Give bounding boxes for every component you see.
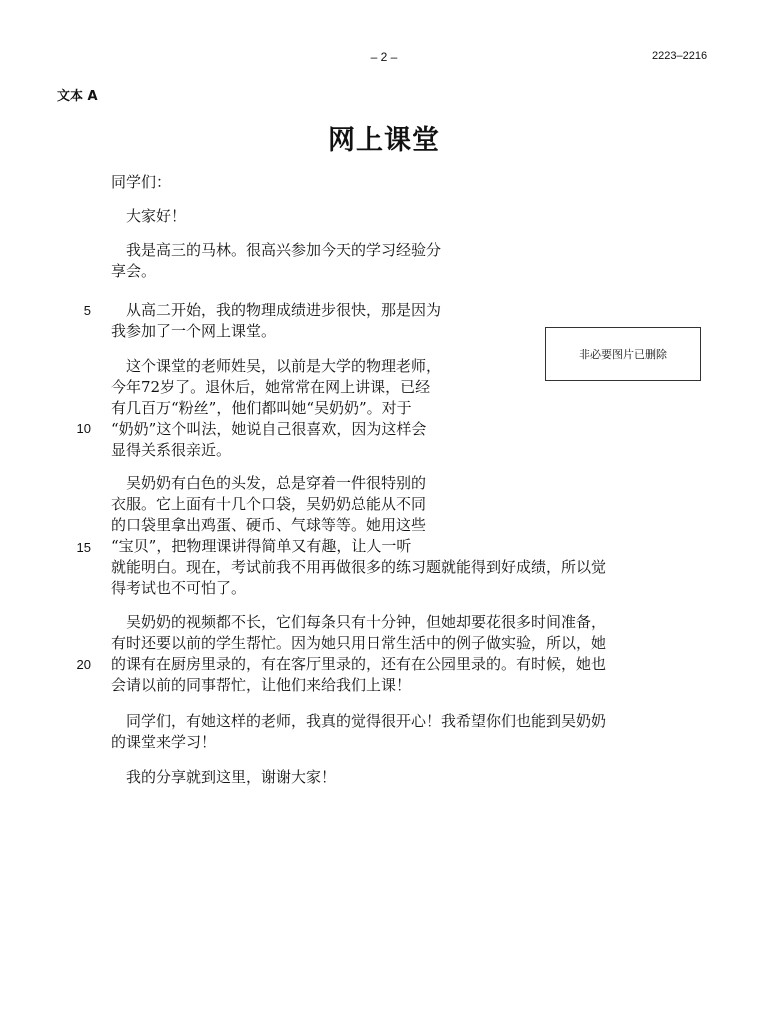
text-line: 我参加了一个网上课堂。: [111, 322, 277, 340]
text-line: 我是高三的马林。很高兴参加今天的学习经验分: [111, 241, 442, 259]
text-line: 有时还要以前的学生帮忙。因为她只用日常生活中的例子做实验，所以，她: [111, 634, 607, 652]
text-line: 衣服。它上面有十几个口袋，吴奶奶总能从不同: [111, 495, 427, 513]
text-line: 同学们：: [111, 173, 172, 191]
text-line: 这个课堂的老师姓吴，以前是大学的物理老师，: [111, 357, 442, 375]
line-number-20: 20: [76, 657, 91, 672]
page-title: 网上课堂: [328, 125, 440, 156]
text-label: 文本 A: [57, 89, 98, 104]
document-code: 2223–2216: [652, 50, 708, 62]
text-line: 就能明白。现在，考试前我不用再做很多的练习题就能得到好成绩，所以觉: [111, 558, 607, 576]
text-line: 的课堂来学习！: [111, 733, 217, 751]
text-line: “宝贝”，把物理课讲得简单又有趣，让人一听: [111, 537, 412, 555]
text-line: 今年72岁了。退休后，她常常在网上讲课，已经: [111, 378, 431, 396]
text-line: 得考试也不可怕了。: [111, 579, 247, 597]
text-line: 显得关系很亲近。: [111, 441, 232, 459]
text-line: 吴奶奶的视频都不长，它们每条只有十分钟，但她却要花很多时间准备，: [111, 613, 607, 631]
line-number-15: 15: [76, 540, 91, 555]
text-line: 享会。: [111, 262, 157, 280]
image-placeholder-text: 非必要图片已删除: [579, 348, 667, 361]
paragraph-closing: [111, 767, 336, 788]
text-line: 大家好！: [111, 207, 187, 225]
paragraph-intro: [111, 240, 441, 282]
text-line: 从高二开始，我的物理成绩进步很快，那是因为: [111, 301, 442, 319]
text-line: 的口袋里拿出鸡蛋、硬币、气球等等。她用这些: [111, 516, 427, 534]
text-line: 同学们，有她这样的老师，我真的觉得很开心！我希望你们也能到吴奶奶: [111, 712, 607, 730]
text-line: 我的分享就到这里，谢谢大家！: [111, 768, 337, 786]
text-line: 吴奶奶有白色的头发，总是穿着一件很特别的: [111, 474, 427, 492]
line-number-5: 5: [83, 303, 91, 318]
paragraph-greeting: [111, 172, 171, 193]
image-removed-placeholder: [545, 327, 701, 381]
paragraph-teacher: [111, 356, 441, 461]
text-line: 有几百万“粉丝”，他们都叫她“吴奶奶”。对于: [111, 399, 412, 417]
text-line: 的课有在厨房里录的，有在客厅里录的，还有在公园里录的。有时候，她也: [111, 655, 607, 673]
text-line: 会请以前的同事帮忙，让他们来给我们上课！: [111, 676, 412, 694]
paragraph-hello: [111, 206, 186, 227]
paragraph-since: [111, 300, 441, 342]
page-number: – 2 –: [370, 50, 398, 64]
paragraph-conclusion: [111, 711, 606, 753]
line-number-10: 10: [76, 421, 91, 436]
paragraph-videos: [111, 612, 606, 696]
paragraph-appearance: [111, 473, 606, 599]
text-line: “奶奶”这个叫法，她说自己很喜欢，因为这样会: [111, 420, 427, 438]
